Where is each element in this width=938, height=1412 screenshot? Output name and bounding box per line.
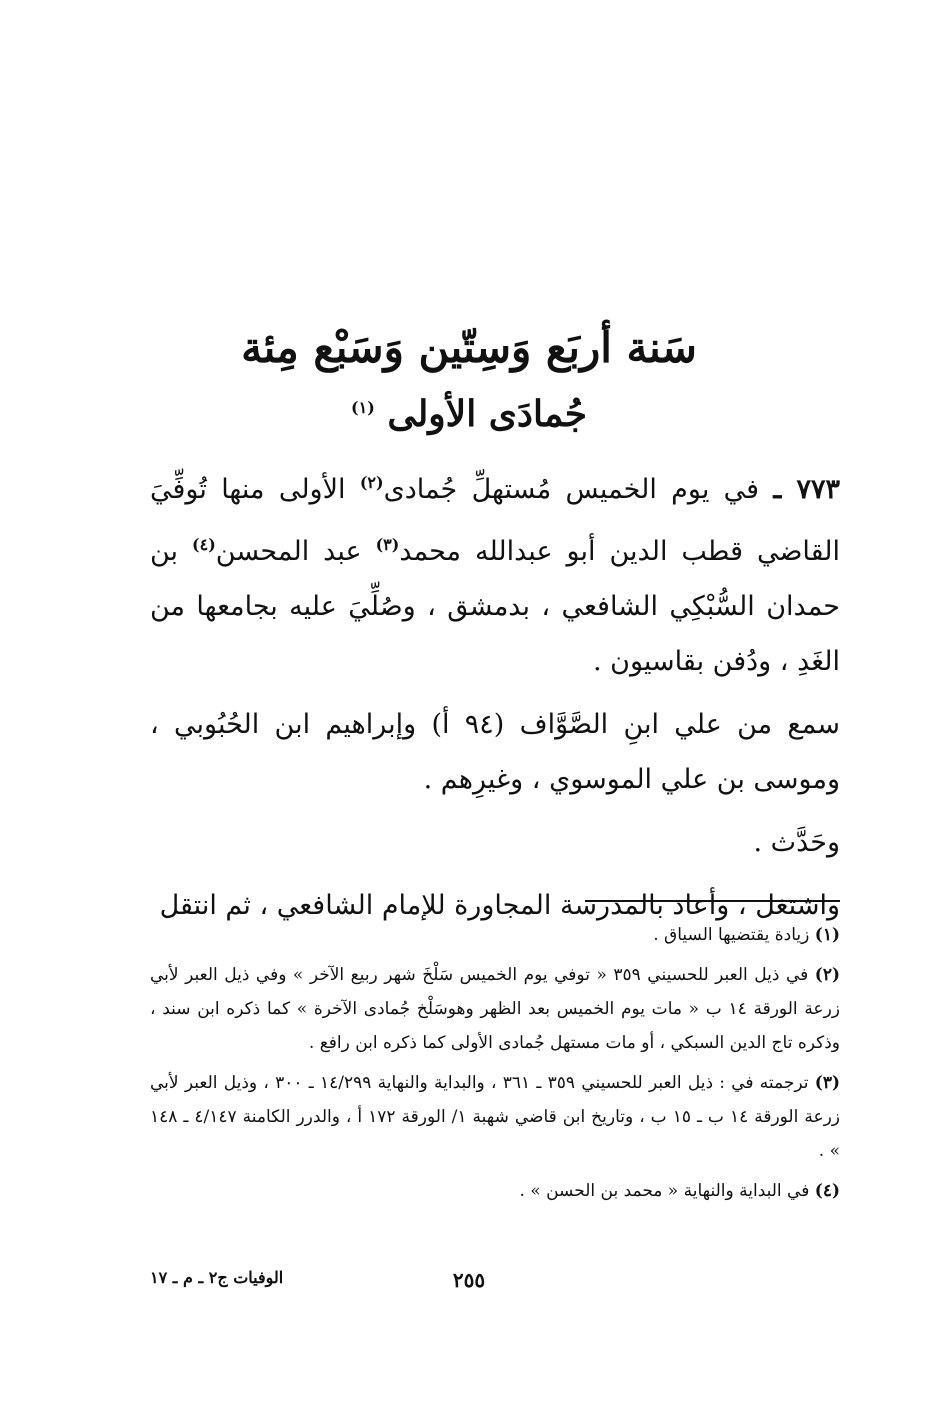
paragraph-text: في يوم الخميس مُستهلِّ جُمادى (383, 474, 774, 505)
running-footer: الوفيات ج٢ ـ م ـ ١٧ (150, 1268, 284, 1287)
footnote-number: (٣) (814, 1073, 840, 1093)
footnote-ref-4: (٤) (192, 535, 216, 554)
paragraph-teachers: سمع من علي ابنِ الصَّوَّاف (٩٤ أ) وإبراهيم ابن الحُبُوبي ، وموسى بن علي الموسوي ، وغيرِهم . (150, 709, 840, 795)
footnote-text: في البداية والنهاية « محمد بن الحسن » . (519, 1181, 815, 1201)
paragraph-text: الأولى منها تُوفِّيَ القاضي قطب الدين أبو عبدالله محمد (150, 474, 840, 567)
month-heading-text: جُمادَى الأولى (387, 393, 587, 435)
footnote-3 (150, 1066, 840, 1168)
footnote-ref-3: (٣) (375, 535, 400, 554)
paragraph-text: بن حمدان السُّبْكِي الشافعي ، بدمشق ، وصُلِّيَ عليه بجامعها من الغَدِ ، ودُفن بقاسيون . (150, 536, 840, 677)
paragraph-entry-773 (150, 455, 840, 689)
year-heading: سَنة أربَع وَسِتّين وَسَبْع مِئة (241, 323, 697, 372)
footnote-text: في ذيل العبر للحسيني ٣٥٩ « توفي يوم الخميس سَلْخَ شهر ربيع الآخر » وفي ذيل العبر لأبي زرعة الورقة ١٤ ب « مات يوم الخميس بعد الظهر وهوسَلْخ جُمادى الآخرة » كما ذكره ابن سند ، وذكره تاج الدين السبكي ، أو مات مستهل جُمادى الأولى كما ذكره ابن رافع . (150, 965, 840, 1053)
footnote-text: زيادة يقتضيها السياق . (653, 925, 815, 945)
footnote-text: ترجمته في : ذيل العبر للحسيني ٣٥٩ ـ ٣٦١ ، والبداية والنهاية ١٤/٢٩٩ ـ ٣٠٠ ، وذيل العبر لأبي زرعة الورقة ١٤ ب ـ ١٥ ب ، وتاريخ ابن قاضي شهبة ١/ الورقة ١٧٢ أ ، والدرر الكامنة ٤/١٤٧ ـ ١٤٨ » . (150, 1073, 841, 1161)
footnotes (150, 918, 840, 1208)
footnote-divider (585, 900, 840, 902)
footnote-4 (150, 1174, 840, 1208)
footnote-ref-1: (١) (351, 398, 375, 417)
footnote-number: (٢) (814, 965, 841, 985)
footnote-ref-2: (٢) (359, 473, 384, 492)
paragraph-text: عبد المحسن (215, 536, 376, 567)
entry-number: ٧٧٣ ـ (773, 474, 840, 505)
footnote-number: (١) (814, 925, 840, 945)
footnote-2 (150, 958, 840, 1060)
footnote-1 (150, 918, 840, 952)
paragraph-career: واشتغل ، وأعاد بالمدرسة المجاورة للإمام الشافعي ، ثم انتقل (159, 890, 840, 921)
paragraph-narrated: وحَدَّث . (753, 827, 840, 858)
page-number: ٢٥٥ (452, 1268, 486, 1292)
month-heading (0, 382, 938, 440)
footnote-number: (٤) (814, 1181, 840, 1201)
main-text (150, 455, 840, 933)
